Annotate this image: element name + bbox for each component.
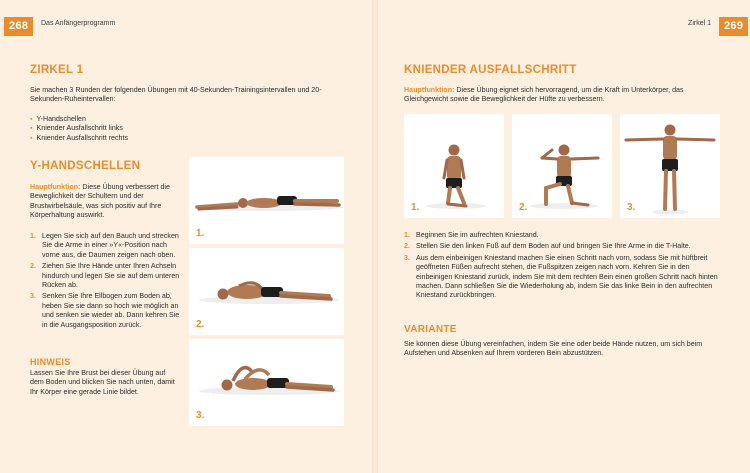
list-item: 1. Legen Sie sich auf den Bauch und strecken Sie die Arme in einer »Y«-Position nach vorne aus, die Daumen zeigen nach oben. (30, 232, 179, 259)
prone-hands-back-figure-icon (189, 248, 344, 335)
steps-list-lunge (404, 231, 724, 303)
left-page-number: 268 (4, 17, 33, 36)
right-running-head: Zirkel 1 (688, 20, 711, 27)
variant-title: VARIANTE (404, 324, 457, 335)
exercise-title-y: Y-HANDSCHELLEN (30, 160, 141, 172)
photo-lunge-step-3 (620, 114, 720, 218)
photo-label: 2. (519, 202, 528, 213)
tip-text: Lassen Sie Ihre Brust bei dieser Übung auf dem Boden und blicken Sie nach unten, damit Ihr Körper eine gerade Linie bildet. (30, 369, 175, 396)
photo-label: 1. (411, 202, 420, 213)
exercise-title-lunge: KNIENDER AUSFALLSCHRITT (404, 64, 577, 76)
right-page-number: 269 (719, 17, 748, 36)
left-running-head: Das Anfängerprogramm (41, 20, 116, 27)
list-item: ▪ Kniender Ausfallschritt links (30, 124, 128, 133)
list-item: 3. Aus dem einbeinigen Kniestand machen Sie einen Schritt nach vorn, sodass Sie mit hüftbreit geöffneten Füßen aufrecht stehen, die Fußspitzen zeigen nach vorn. Kehren Sie in den einbeinigen Kniestand zurück, indem Sie mit dem rechten Bein einen großen Schritt nach hinten machen. Dann schließen Sie die Wiederholung ab, indem Sie das linke Bein in den aufrechten Kniestand zurückbringen. (404, 253, 718, 300)
variant-text: Sie können diese Übung vereinfachen, indem Sie eine oder beide Hände nutzen, um sich beim Aufstehen und Absenken auf Ihrem vorderen Bein abzustützen. (404, 340, 703, 358)
main-function-lunge (404, 86, 722, 105)
prone-y-figure-icon (189, 157, 344, 244)
list-item: 2. Ziehen Sie Ihre Hände unter Ihren Achseln hindurch und legen Sie sie auf dem unteren Rücken ab. (30, 262, 180, 290)
photo-lunge-step-1 (404, 114, 504, 218)
list-item: 3. Senken Sie Ihre Ellbogen zum Boden ab, heben Sie sie dann so hoch wie möglich an und senken sie wieder ab. Dann kehren Sie in die Ausgangsposition zurück. (30, 292, 180, 329)
main-function-y (30, 183, 180, 221)
photo-label: 2. (196, 319, 205, 330)
main-function-text: Diese Übung eignet sich hervorragend, um die Kraft im Unterkörper, das Gleichgewicht sowie die Beweglichkeit der Hüfte zu verbessern. (404, 86, 684, 104)
list-item: ▪ Y-Handschellen (30, 115, 128, 124)
steps-list-y (30, 232, 180, 332)
main-function-label: Hauptfunktion: (404, 86, 455, 94)
circuit-title: ZIRKEL 1 (30, 64, 84, 76)
photo-label: 3. (627, 202, 636, 213)
photo-label: 1. (196, 228, 205, 239)
circuit-intro: Sie machen 3 Runden der folgenden Übungen mit 40-Sekunden-Trainingsintervallen und 20-Sekunden-Ruheintervallen: (30, 86, 322, 104)
prone-elbows-lift-figure-icon (189, 339, 344, 426)
list-item: 2. Stellen Sie den linken Fuß auf dem Boden auf und bringen Sie Ihre Arme in die T-Halte. (404, 242, 691, 251)
photo-y-step-2 (189, 248, 344, 335)
circuit-list (30, 115, 128, 143)
photo-y-step-3 (189, 339, 344, 426)
main-function-text: Diese Übung verbessert die Beweglichkeit der Schultern und der Brustwirbelsäule, was sich positiv auf Ihre Körperhaltung auswirkt. (30, 183, 170, 220)
list-item: ▪ Kniender Ausfallschritt rechts (30, 134, 128, 143)
photo-label: 3. (196, 410, 205, 421)
book-gutter (372, 0, 378, 473)
list-item: 1. Beginnen Sie im aufrechten Kniestand. (404, 231, 539, 239)
photo-y-step-1 (189, 157, 344, 244)
tip-title: HINWEIS (30, 357, 71, 367)
photo-lunge-step-2 (512, 114, 612, 218)
main-function-label: Hauptfunktion: (30, 183, 81, 191)
